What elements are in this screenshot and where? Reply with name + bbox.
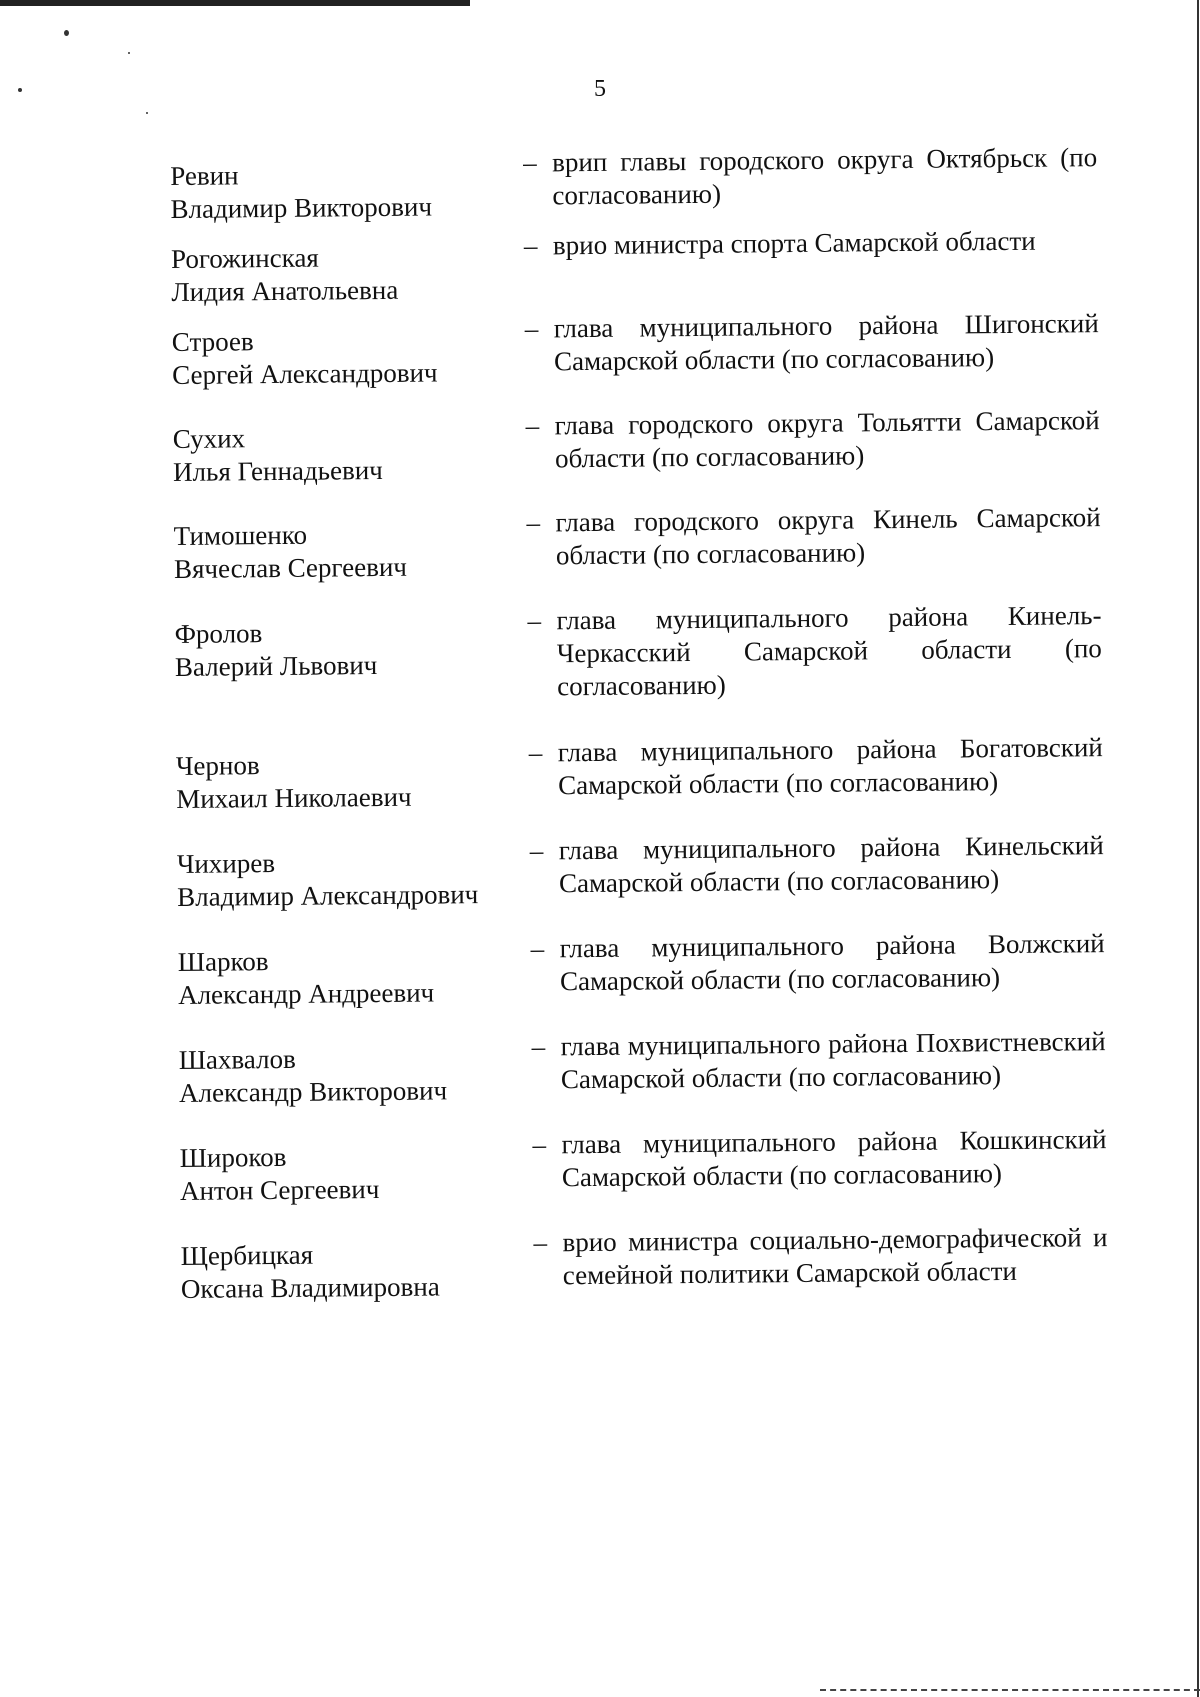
list-item [170,141,1120,224]
position-text: глава муниципального района Похвистневский Самарской области (по согласованию) [560,1026,1106,1095]
position-text: глава муниципального района Кинель-Черкасский Самарской области (по согласованию) [556,600,1102,702]
dash: – [530,933,545,964]
surname: Строев [171,326,254,357]
given-names: Владимир Викторович [170,191,433,224]
surname: Чернов [175,750,260,781]
given-names: Антон Сергеевич [179,1174,380,1206]
position-text: врио министра социально-демографической и семейной политики Самарской области [562,1222,1108,1291]
list-item [171,307,1122,390]
list-item [178,1025,1128,1108]
dash: – [528,737,543,768]
person-name [174,517,515,586]
given-names: Александр Викторович [178,1075,448,1108]
scan-speck [146,112,148,114]
dash: – [532,1129,547,1160]
list-item [172,404,1123,487]
dash: – [527,605,542,636]
person-name [178,943,519,1012]
position-text: врио министра спорта Самарской области [552,225,1036,261]
person-name [170,157,511,226]
given-names: Оксана Владимировна [180,1271,440,1304]
position-text: глава муниципального района Кинельский Самарской области (по согласованию) [558,830,1104,899]
given-names: Лидия Анатольевна [171,274,399,307]
position-text: глава муниципального района Кошкинский Самарской области (по согласованию) [561,1124,1107,1193]
list-item [179,1123,1129,1206]
scan-border-top [0,0,470,6]
given-names: Илья Геннадьевич [172,454,383,487]
list-item [175,731,1126,814]
person-name [180,1139,521,1208]
list-item [173,501,1123,584]
dash: – [533,1227,548,1258]
dash: – [523,230,538,261]
person-name [176,747,517,816]
surname: Широков [179,1141,287,1173]
dash: – [522,147,537,178]
surname: Шарков [177,946,269,977]
position-text: глава муниципального района Шигонский Самарской области (по согласованию) [553,308,1099,377]
list-item [174,599,1124,702]
given-names: Валерий Львович [174,650,378,682]
person-name [172,323,513,392]
position-text: глава муниципального района Богатовский Самарской области (по согласованию) [557,732,1103,801]
person-name [171,240,512,309]
position-text: глава муниципального района Волжский Самарской области (по согласованию) [559,928,1105,997]
surname: Фролов [174,618,263,649]
person-name [177,845,518,914]
scan-border-bottom [820,1689,1200,1691]
dash: – [531,1031,546,1062]
given-names: Александр Андреевич [177,977,435,1010]
dash: – [529,835,544,866]
list-item [177,927,1128,1010]
surname: Сухих [172,423,246,454]
dash: – [526,507,541,538]
surname: Щербицкая [180,1239,314,1271]
person-name [174,615,515,684]
scan-speck [128,52,130,54]
position-text: глава городского округа Тольятти Самарской области (по согласованию) [554,405,1100,474]
person-name [179,1041,520,1110]
surname: Ревин [170,160,239,191]
given-names: Вячеслав Сергеевич [173,551,408,584]
dash: – [525,410,540,441]
scan-speck [64,30,69,36]
surname: Рогожинская [170,242,319,274]
surname: Тимошенко [173,519,308,551]
list-item [170,224,1121,307]
member-list [170,141,1120,1304]
scan-border-right [1197,0,1199,1697]
page-number: 5 [594,76,606,102]
position-text: глава городского округа Кинель Самарской области (по согласованию) [555,502,1101,571]
surname: Шахвалов [178,1043,296,1075]
given-names: Сергей Александрович [172,357,438,390]
given-names: Михаил Николаевич [176,781,412,814]
person-name [173,420,514,489]
dash: – [524,313,539,344]
surname: Чихирев [176,848,276,879]
given-names: Владимир Александрович [177,879,479,912]
position-text: врип главы городского округа Октябрьск (по согласованию) [551,142,1098,211]
list-item [176,829,1127,912]
person-name [180,1237,521,1306]
list-item [180,1221,1130,1304]
